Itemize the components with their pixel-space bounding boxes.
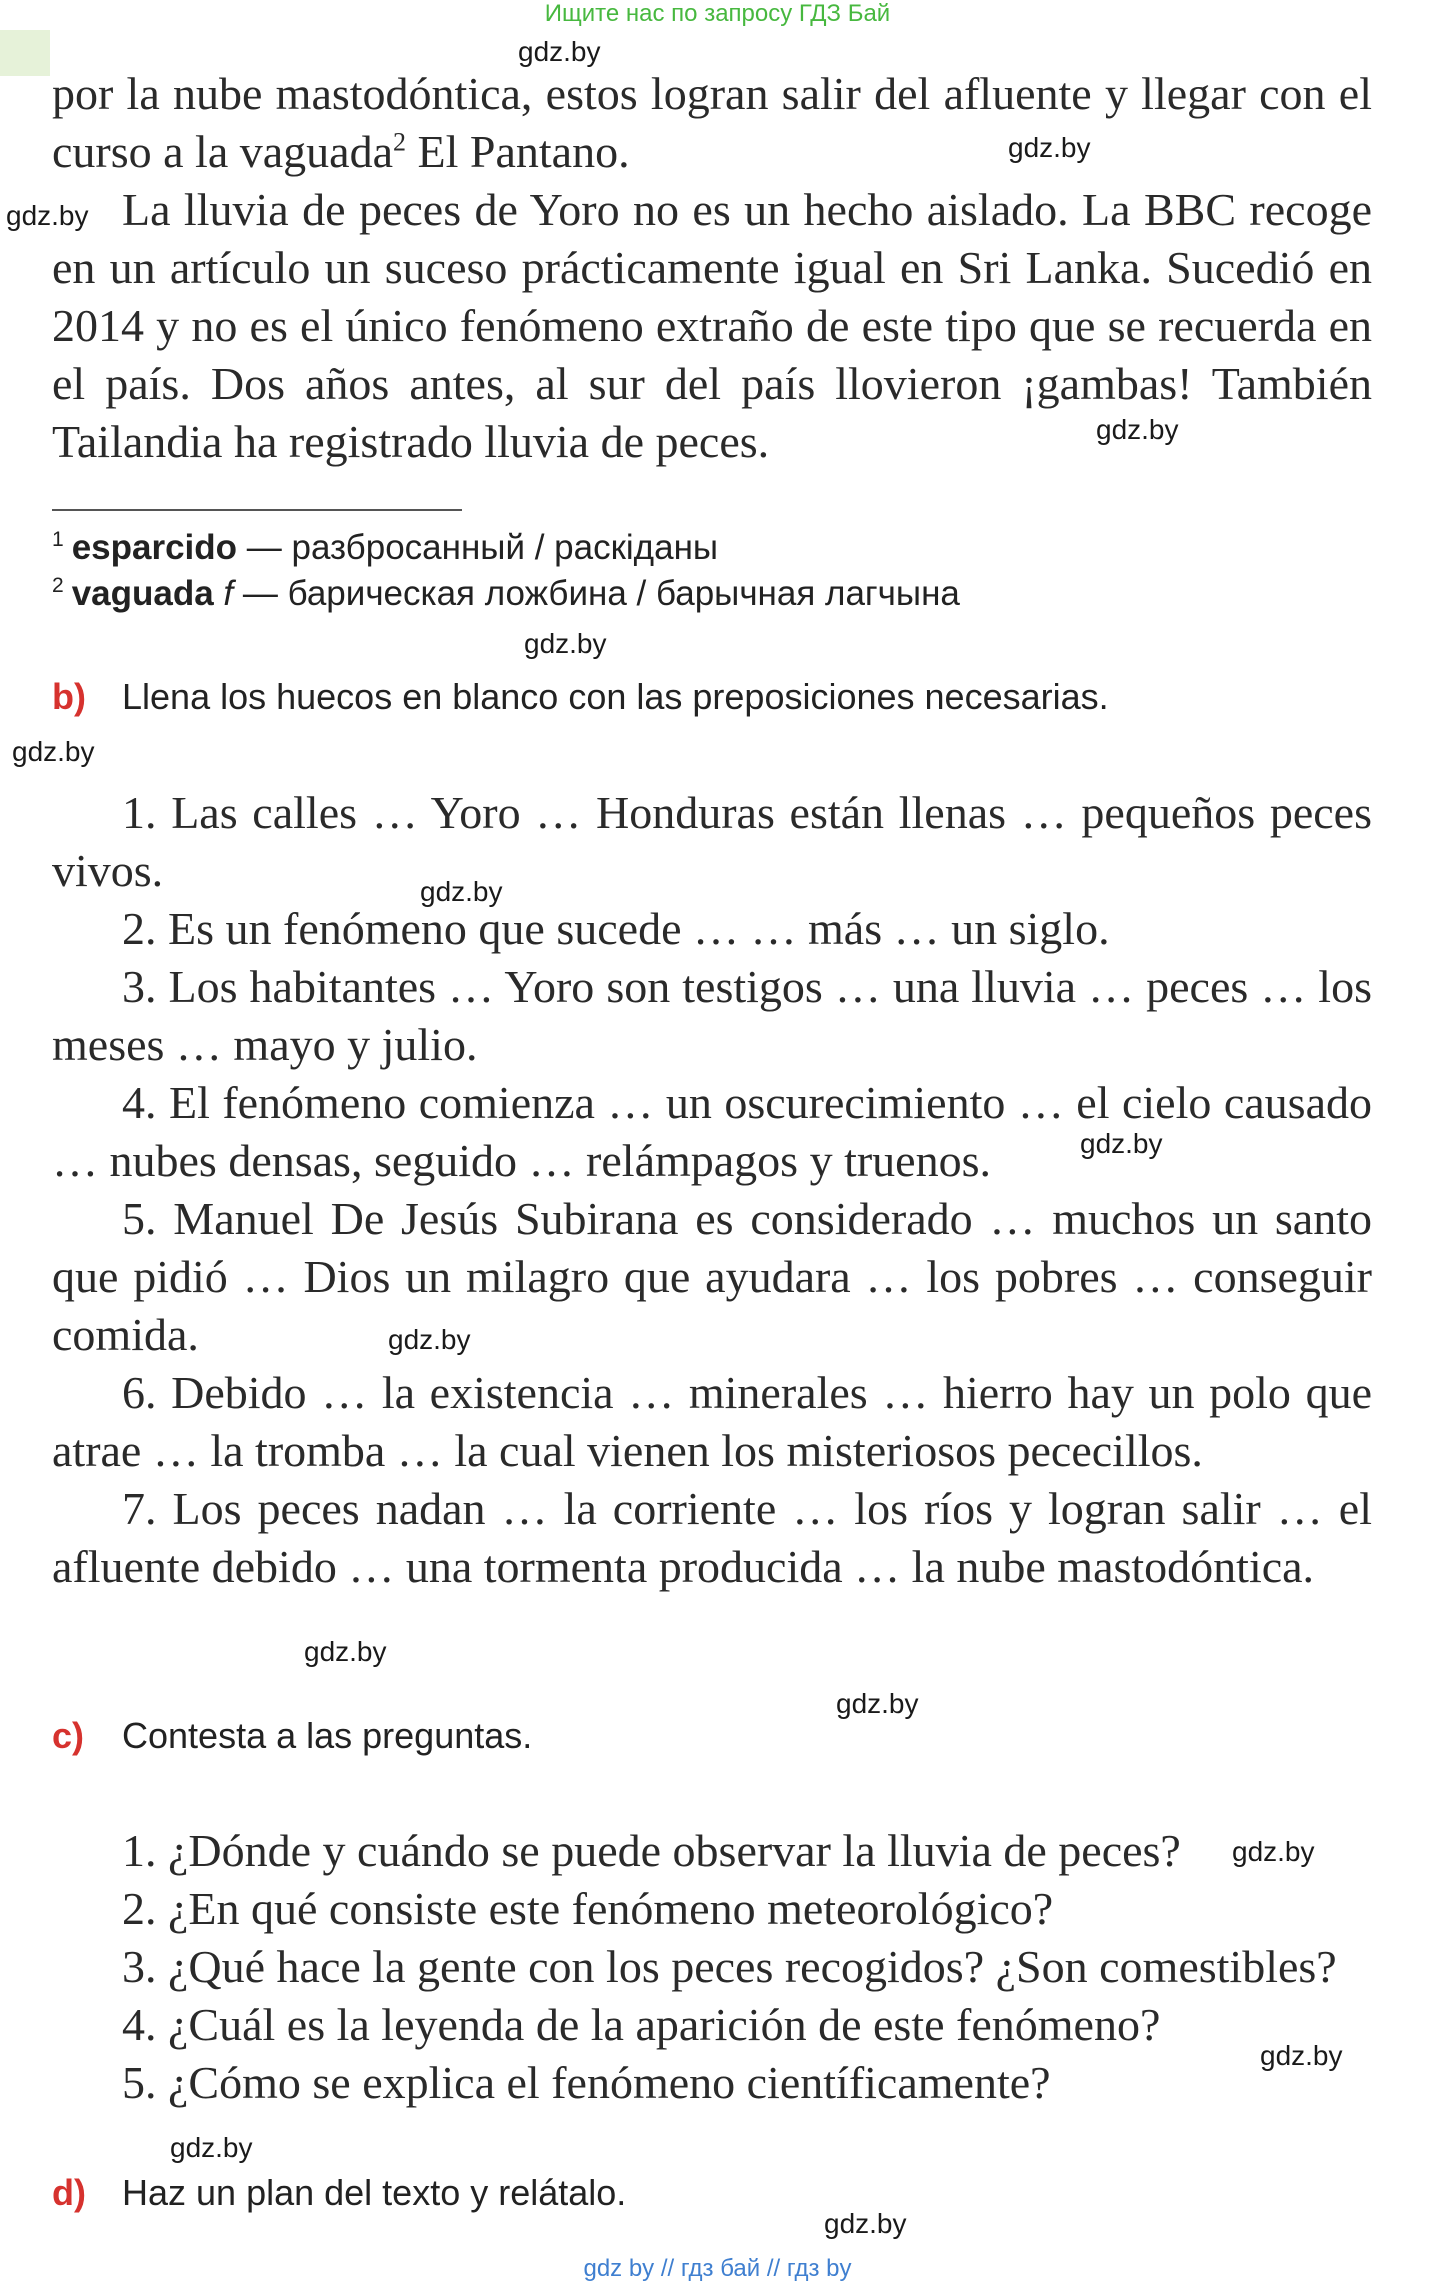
footnote-definition: — разбросанный / раскіданы (237, 528, 719, 567)
watermark: gdz.by (518, 36, 601, 67)
task-b-item-6: 6. Debido … la existencia … minerales … hierro hay un polo que atrae … la tromba … la cual vienen los misteriosos pececillos. (52, 1367, 1372, 1476)
watermark: gdz.by (824, 2208, 907, 2239)
article-paragraph-1-end: El Pantano. (406, 126, 630, 177)
task-d-letter: d) (52, 2172, 86, 2213)
task-b-item-7: 7. Los peces nadan … la corriente … los ríos y logran salir … el afluente debido … una tormenta producida … la nube mastodóntica. (52, 1483, 1372, 1592)
task-b-heading (52, 676, 1109, 718)
watermark: gdz.by (1260, 2040, 1343, 2071)
top-banner: Ищите нас по запросу ГДЗ Бай (544, 0, 891, 27)
footnote-definition: — барическая ложбина / барычная лагчына (233, 574, 960, 613)
watermark: gdz.by (388, 1324, 471, 1355)
task-b-instruction: Llena los huecos en blanco con las preposiciones necesarias. (122, 676, 1109, 717)
watermark: gdz.by (1008, 132, 1091, 163)
task-b-item-1: 1. Las calles … Yoro … Honduras están llenas … pequeños peces vivos. (52, 787, 1372, 896)
task-b-item-3: 3. Los habitantes … Yoro son testigos … una lluvia … peces … los meses … mayo y julio. (52, 961, 1372, 1070)
task-c-instruction: Contesta a las preguntas. (122, 1715, 533, 1756)
watermark: gdz.by (170, 2132, 253, 2163)
watermark: gdz.by (1232, 1836, 1315, 1867)
article-paragraph-2: La lluvia de peces de Yoro no es un hecho aislado. La BBC recoge en un artículo un suceso prácticamente igual en Sri Lanka. Sucedió en 2014 y no es el único fenómeno extraño de este tipo que se recuerda en el país. Dos años antes, al sur del país llovieron ¡gambas! También Tailandia ha registrado lluvia de peces. (52, 184, 1372, 467)
task-d-heading (52, 2172, 626, 2214)
footer-bar: gdz by // гдз бай // гдз by (583, 2255, 852, 2282)
task-b-item-2: 2. Es un fenómeno que sucede … … más … un siglo. (122, 903, 1110, 954)
task-c-question-3: 3. ¿Qué hace la gente con los peces recogidos? ¿Son comestibles? (122, 1941, 1337, 1992)
page-corner-tab (0, 30, 50, 76)
watermark: gdz.by (1096, 414, 1179, 445)
task-c-question-2: 2. ¿En qué consiste este fenómeno meteorológico? (122, 1883, 1054, 1934)
footnote-divider (52, 509, 462, 511)
footnote-term: vaguada (71, 574, 214, 613)
footnote-1 (52, 526, 718, 570)
task-b-item-5: 5. Manuel De Jesús Subirana es considerado … muchos un santo que pidió … Dios un milagro que ayudara … los pobres … conseguir comida. (52, 1193, 1372, 1360)
task-c-question-1: 1. ¿Dónde y cuándo se puede observar la lluvia de peces? (122, 1825, 1181, 1876)
watermark: gdz.by (524, 628, 607, 659)
footnote-gender: f (213, 574, 234, 613)
footnote-2 (52, 572, 960, 616)
watermark: gdz.by (420, 876, 503, 907)
watermark: gdz.by (304, 1636, 387, 1667)
footnote-ref-2: 2 (393, 127, 407, 157)
task-d-instruction: Haz un plan del texto y relátalo. (122, 2172, 627, 2213)
task-c-question-5: 5. ¿Cómo se explica el fenómeno científicamente? (122, 2057, 1051, 2108)
footnote-number: 2 (52, 574, 64, 598)
footnote-term: esparcido (71, 528, 238, 567)
watermark: gdz.by (12, 736, 95, 767)
task-b-letter: b) (52, 676, 86, 717)
task-c-heading (52, 1715, 532, 1757)
article-paragraph-1-text: por la nube mastodóntica, estos logran salir del afluente y llegar con el curso a la vaguada (52, 68, 1372, 177)
task-c-letter: c) (52, 1715, 85, 1756)
footnote-number: 1 (52, 528, 64, 552)
task-b-item-4: 4. El fenómeno comienza … un oscurecimiento … el cielo causado … nubes densas, seguido … relámpagos y truenos. (52, 1077, 1372, 1186)
article-paragraph-1 (52, 65, 1372, 181)
task-c-question-4: 4. ¿Cuál es la leyenda de la aparición de este fenómeno? (122, 1999, 1161, 2050)
watermark: gdz.by (836, 1688, 919, 1719)
watermark: gdz.by (1080, 1128, 1163, 1159)
watermark: gdz.by (6, 200, 89, 231)
